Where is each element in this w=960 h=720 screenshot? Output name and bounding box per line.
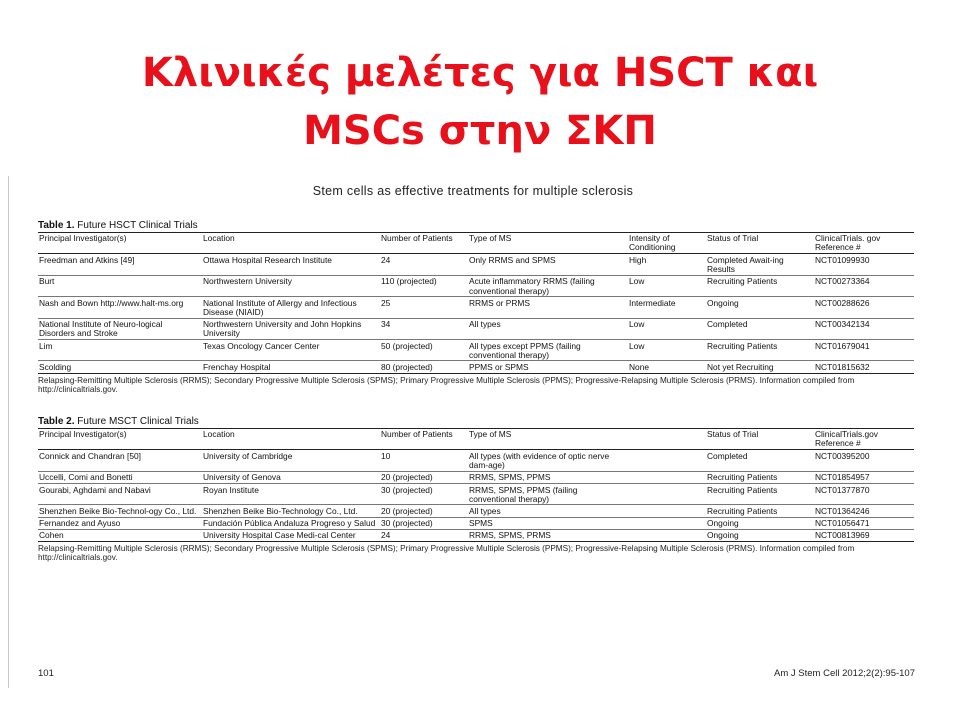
table-cell: NCT01854957 bbox=[815, 472, 870, 483]
table-cell: NCT00813969 bbox=[815, 530, 870, 541]
table-cell: RRMS, SPMS, PRMS bbox=[469, 530, 551, 541]
table-cell: Ongoing bbox=[707, 297, 739, 308]
table-cell: 34 bbox=[381, 319, 391, 330]
table-cell: Fernandez and Ayuso bbox=[39, 518, 121, 529]
table-cell: NCT01815632 bbox=[815, 361, 870, 372]
column-header: Type of MS bbox=[469, 429, 512, 439]
column-header: ClinicalTrials. gov Reference # bbox=[815, 233, 881, 253]
column-header: Status of Trial bbox=[707, 233, 759, 243]
table-row bbox=[38, 505, 914, 517]
table-cell: Freedman and Atkins [49] bbox=[39, 254, 135, 265]
table-cell: RRMS or PRMS bbox=[469, 297, 530, 308]
table-cell: NCT00273364 bbox=[815, 276, 870, 287]
table-cell: Ongoing bbox=[707, 518, 739, 529]
table-cell: Ongoing bbox=[707, 530, 739, 541]
table-row bbox=[38, 484, 914, 505]
table-cell: Low bbox=[629, 319, 645, 330]
table-row bbox=[38, 361, 914, 373]
table-cell: 10 bbox=[381, 450, 391, 461]
slide-title-line-1: Κλινικές μελέτες για HSCT και bbox=[141, 50, 819, 96]
table-cell: Cohen bbox=[39, 530, 64, 541]
table-cell: National Institute of Neuro-logical Disorders and Stroke bbox=[39, 319, 163, 339]
document-header: Stem cells as effective treatments for multiple sclerosis bbox=[312, 184, 634, 198]
column-header: Number of Patients bbox=[381, 429, 453, 439]
table-cell: 30 (projected) bbox=[381, 518, 433, 529]
table-cell: Recruiting Patients bbox=[707, 276, 778, 287]
table-cell: Burt bbox=[39, 276, 55, 287]
table-cell: Only RRMS and SPMS bbox=[469, 254, 556, 265]
table-cell: Recruiting Patients bbox=[707, 472, 778, 483]
table-2-body bbox=[38, 450, 914, 542]
table-cell: Royan Institute bbox=[203, 484, 259, 495]
table-1 bbox=[38, 232, 914, 374]
table-cell: Gourabi, Aghdami and Nabavi bbox=[39, 484, 151, 495]
table-cell bbox=[628, 517, 706, 529]
table-cell: Uccelli, Comi and Bonetti bbox=[39, 472, 133, 483]
table-row bbox=[38, 254, 914, 275]
table-cell: Ottawa Hospital Research Institute bbox=[203, 254, 332, 265]
table-cell: Shenzhen Beike Bio-Technology Co., Ltd. bbox=[203, 505, 358, 516]
table-cell bbox=[628, 505, 706, 517]
table-row bbox=[38, 450, 914, 471]
table-1-caption-title: Future HSCT Clinical Trials bbox=[74, 220, 198, 231]
table-cell: Texas Oncology Cancer Center bbox=[203, 340, 320, 351]
table-cell: NCT00395200 bbox=[815, 450, 870, 461]
document-excerpt bbox=[8, 176, 937, 688]
table-cell: Acute inflammatory RRMS (failing conventional therapy) bbox=[469, 276, 595, 296]
table-cell: 20 (projected) bbox=[381, 505, 433, 516]
table-cell: Completed bbox=[707, 450, 748, 461]
slide-title bbox=[0, 44, 960, 160]
table-cell: Intermediate bbox=[629, 297, 676, 308]
table-cell: 24 bbox=[381, 530, 391, 541]
slide-title-line-2: MSCs στην ΣΚΠ bbox=[303, 108, 657, 154]
table-2-caption bbox=[38, 416, 914, 428]
table-row bbox=[38, 340, 914, 361]
table-cell: NCT01056471 bbox=[815, 518, 870, 529]
table-cell: Frenchay Hospital bbox=[203, 361, 271, 372]
table-cell: 30 (projected) bbox=[381, 484, 433, 495]
table-cell bbox=[628, 484, 706, 505]
table-cell: RRMS, SPMS, PPMS (failing conventional therapy) bbox=[469, 484, 578, 504]
table-cell: 20 (projected) bbox=[381, 472, 433, 483]
page-number: 101 bbox=[38, 668, 54, 679]
table-1-caption bbox=[38, 220, 914, 232]
column-header: Type of MS bbox=[469, 233, 512, 243]
table-row bbox=[38, 471, 914, 483]
table-cell: Lim bbox=[39, 340, 53, 351]
table-1-footnote: Relapsing-Remitting Multiple Sclerosis (RRMS); Secondary Progressive Multiple Sclerosis (SPMS); Primary Progressive Multiple Sclerosis (PPMS); Progressive-Relapsing Multiple Sclerosis (PRMS). Information compiled from http://clinicaltrials.gov. bbox=[38, 375, 855, 395]
table-row bbox=[38, 275, 914, 296]
table-cell: NCT00342134 bbox=[815, 319, 870, 330]
column-header bbox=[628, 429, 706, 450]
table-cell: High bbox=[629, 254, 647, 265]
table-cell: Fundación Pública Andaluza Progreso y Salud bbox=[203, 518, 376, 529]
table-cell: Not yet Recruiting bbox=[707, 361, 774, 372]
table-cell: Connick and Chandran [50] bbox=[39, 450, 141, 461]
table-cell: Northwestern University bbox=[203, 276, 292, 287]
table-1-caption-label: Table 1. bbox=[38, 220, 75, 231]
table-cell: Northwestern University and John Hopkins University bbox=[203, 319, 362, 339]
column-header: Location bbox=[203, 429, 235, 439]
table-cell: All types except PPMS (failing conventional therapy) bbox=[469, 340, 581, 360]
table-cell: PPMS or SPMS bbox=[469, 361, 529, 372]
table-cell: All types bbox=[469, 505, 501, 516]
table-2-caption-label: Table 2. bbox=[38, 416, 75, 427]
table-cell: Recruiting Patients bbox=[707, 340, 778, 351]
table-cell: 50 (projected) bbox=[381, 340, 433, 351]
table-cell: RRMS, SPMS, PPMS bbox=[469, 472, 551, 483]
table-cell: All types (with evidence of optic nerve dam-age) bbox=[469, 450, 610, 471]
table-cell: NCT01364246 bbox=[815, 505, 870, 516]
table-cell: Completed bbox=[707, 319, 748, 330]
table-cell: Scolding bbox=[39, 361, 72, 372]
table-cell: NCT01679041 bbox=[815, 340, 870, 351]
table-cell: 24 bbox=[381, 254, 391, 265]
table-row bbox=[38, 318, 914, 339]
table-cell: University of Genova bbox=[203, 472, 281, 483]
column-header: Number of Patients bbox=[381, 233, 453, 243]
table-2-block bbox=[38, 416, 914, 563]
table-cell: Shenzhen Beike Bio-Technol-ogy Co., Ltd. bbox=[39, 505, 197, 516]
table-cell: NCT01099930 bbox=[815, 254, 870, 265]
table-1-block bbox=[38, 220, 914, 394]
table-cell: NCT00288626 bbox=[815, 297, 870, 308]
table-cell: National Institute of Allergy and Infectious Disease (NIAID) bbox=[203, 297, 357, 317]
table-cell: University of Cambridge bbox=[203, 450, 293, 461]
table-2-caption-title: Future MSCT Clinical Trials bbox=[74, 416, 199, 427]
column-header: Principal Investigator(s) bbox=[39, 429, 127, 439]
table-row bbox=[38, 297, 914, 318]
table-2-header-row bbox=[38, 429, 914, 450]
table-cell bbox=[628, 529, 706, 541]
table-cell: Completed Await-ing Results bbox=[707, 254, 784, 275]
table-cell bbox=[628, 450, 706, 471]
table-cell: 25 bbox=[381, 297, 391, 308]
table-row bbox=[38, 529, 914, 541]
table-2 bbox=[38, 428, 914, 542]
column-header: Principal Investigator(s) bbox=[39, 233, 127, 243]
column-header: ClinicalTrials.gov Reference # bbox=[815, 429, 878, 449]
journal-citation: Am J Stem Cell 2012;2(2):95-107 bbox=[774, 668, 915, 679]
column-header: Intensity of Conditioning bbox=[629, 233, 676, 253]
table-cell: SPMS bbox=[469, 518, 493, 529]
table-cell: Low bbox=[629, 276, 645, 287]
table-cell: NCT01377870 bbox=[815, 484, 870, 495]
table-cell: University Hospital Case Medi-cal Center bbox=[203, 530, 356, 541]
column-header: Status of Trial bbox=[707, 429, 759, 439]
table-cell: 80 (projected) bbox=[381, 361, 433, 372]
table-cell: All types bbox=[469, 319, 501, 330]
table-cell: 110 (projected) bbox=[381, 276, 437, 287]
table-cell: Nash and Bown http://www.halt-ms.org bbox=[39, 297, 184, 308]
table-1-body bbox=[38, 254, 914, 373]
table-cell: Recruiting Patients bbox=[707, 505, 778, 516]
table-cell: Recruiting Patients bbox=[707, 484, 778, 495]
table-cell: None bbox=[629, 361, 650, 372]
table-cell bbox=[628, 471, 706, 483]
table-cell: Low bbox=[629, 340, 645, 351]
table-2-footnote: Relapsing-Remitting Multiple Sclerosis (RRMS); Secondary Progressive Multiple Sclerosis (SPMS); Primary Progressive Multiple Sclerosis (PPMS); Progressive-Relapsing Multiple Sclerosis (PRMS). Information compiled from http://clinicaltrials.gov. bbox=[38, 544, 855, 563]
table-1-header-row bbox=[38, 233, 914, 254]
table-row bbox=[38, 517, 914, 529]
column-header: Location bbox=[203, 233, 235, 243]
